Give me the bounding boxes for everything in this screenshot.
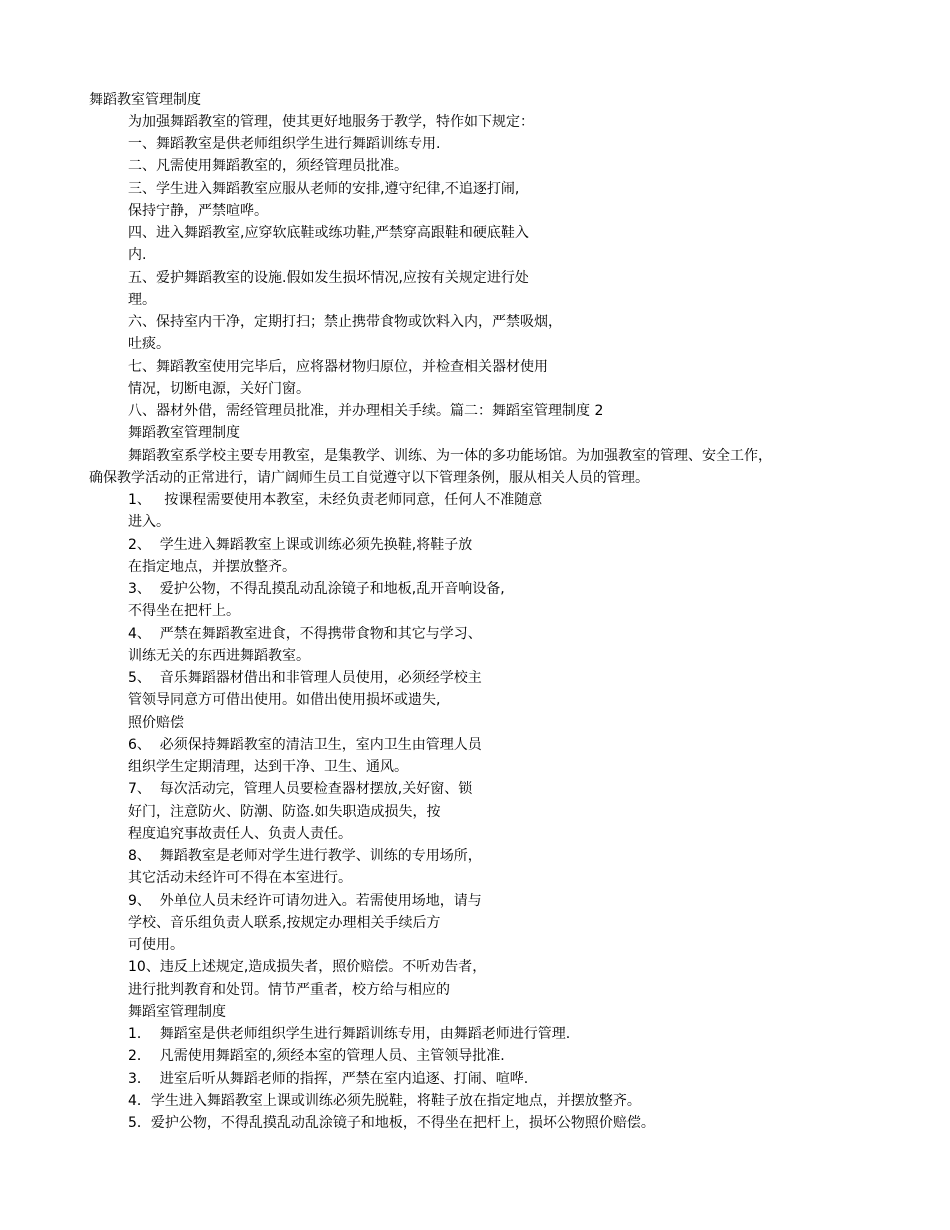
rule-line: 四、进入舞蹈教室,应穿软底鞋或练功鞋,严禁穿高跟鞋和硬底鞋入 bbox=[128, 225, 529, 241]
rule-line: 管领导同意方可借出使用。如借出使用损坏或遗失, bbox=[128, 692, 441, 708]
rule-line: 10、违反上述规定,造成损失者，照价赔偿。不听劝告者， bbox=[128, 959, 487, 975]
rule-line: 五、爱护舞蹈教室的设施.假如发生损坏情况,应按有关规定进行处 bbox=[128, 270, 529, 286]
rule-line: 2． 凡需使用舞蹈室的,须经本室的管理人员、主管领导批准. bbox=[128, 1048, 505, 1064]
document-title: 舞蹈教室管理制度 bbox=[89, 92, 201, 108]
rule-line: 4、 严禁在舞蹈教室进食，不得携带食物和其它与学习、 bbox=[128, 626, 482, 642]
rule-line: 1． 舞蹈室是供老师组织学生进行舞蹈训练专用，由舞蹈老师进行管理. bbox=[128, 1026, 571, 1042]
rule-line: 8、 舞蹈教室是老师对学生进行教学、训练的专用场所， bbox=[128, 848, 482, 864]
rule-line: 二、凡需使用舞蹈教室的，须经管理员批准。 bbox=[128, 158, 408, 174]
rule-line: 1、 按课程需要使用本教室，未经负责老师同意，任何人不准随意 bbox=[128, 492, 543, 508]
rule-line: 6、 必须保持舞蹈教室的清洁卫生，室内卫生由管理人员 bbox=[128, 737, 482, 753]
rule-line: 进入。 bbox=[128, 514, 170, 530]
rule-line: 六、保持室内干净，定期打扫；禁止携带食物或饮料入内，严禁吸烟， bbox=[128, 314, 562, 330]
rule-line: 照价赔偿 bbox=[128, 715, 184, 731]
intro-paragraph: 为加强舞蹈教室的管理，使其更好地服务于教学，特作如下规定： bbox=[128, 114, 534, 130]
rule-line: 其它活动未经许可不得在本室进行。 bbox=[128, 870, 352, 886]
rule-line: 内. bbox=[128, 247, 147, 263]
rule-line: 9、 外单位人员未经许可请勿进入。若需使用场地，请与 bbox=[128, 893, 482, 909]
rule-line: 5．爱护公物，不得乱摸乱动乱涂镜子和地板，不得坐在把杆上，损坏公物照价赔偿。 bbox=[128, 1115, 655, 1131]
rule-line: 好门，注意防火、防潮、防盗.如失职造成损失，按 bbox=[128, 804, 441, 820]
section-intro: 舞蹈教室系学校主要专用教室，是集教学、训练、为一体的多功能场馆。为加强教室的管理、安全工作， bbox=[128, 448, 772, 464]
rule-line: 程度追究事故责任人、负责人责任。 bbox=[128, 826, 352, 842]
rule-line: 八、器材外借，需经管理员批准，并办理相关手续。篇二：舞蹈室管理制度 2 bbox=[128, 403, 604, 419]
rule-line: 情况，切断电源，关好门窗。 bbox=[128, 381, 310, 397]
rule-line: 三、学生进入舞蹈教室应服从老师的安排,遵守纪律,不追逐打闹, bbox=[128, 181, 520, 197]
rule-line: 在指定地点，并摆放整齐。 bbox=[128, 559, 296, 575]
rule-line: 7、 每次活动完，管理人员要检查器材摆放,关好窗、锁 bbox=[128, 781, 473, 797]
rule-line: 4．学生进入舞蹈教室上课或训练必须先脱鞋，将鞋子放在指定地点，并摆放整齐。 bbox=[128, 1093, 641, 1109]
rule-line: 保持宁静，严禁喧哗。 bbox=[128, 203, 268, 219]
rule-line: 学校、音乐组负责人联系,按规定办理相关手续后方 bbox=[128, 915, 441, 931]
section-title: 舞蹈教室管理制度 bbox=[128, 425, 240, 441]
rule-line: 3、 爱护公物，不得乱摸乱动乱涂镜子和地板,乱开音响设备, bbox=[128, 581, 505, 597]
rule-line: 吐痰。 bbox=[128, 336, 170, 352]
rule-line: 理。 bbox=[128, 292, 156, 308]
rule-line: 2、 学生进入舞蹈教室上课或训练必须先换鞋,将鞋子放 bbox=[128, 537, 473, 553]
rule-line: 训练无关的东西进舞蹈教室。 bbox=[128, 648, 310, 664]
rule-line: 可使用。 bbox=[128, 937, 184, 953]
rule-line: 组织学生定期清理，达到干净、卫生、通风。 bbox=[128, 759, 408, 775]
rule-line: 3． 进室后听从舞蹈老师的指挥，严禁在室内追逐、打闹、喧哗. bbox=[128, 1071, 529, 1087]
rule-line: 不得坐在把杆上。 bbox=[128, 603, 240, 619]
rule-line: 5、 音乐舞蹈器材借出和非管理人员使用，必须经学校主 bbox=[128, 670, 482, 686]
rule-line: 进行批判教育和处罚。情节严重者，校方给与相应的 bbox=[128, 982, 450, 998]
section-title: 舞蹈室管理制度 bbox=[128, 1004, 226, 1020]
rule-line: 一、舞蹈教室是供老师组织学生进行舞蹈训练专用. bbox=[128, 136, 441, 152]
section-intro: 确保教学活动的正常进行，请广阔师生员工自觉遵守以下管理条例，服从相关人员的管理。 bbox=[89, 470, 649, 486]
rule-line: 七、舞蹈教室使用完毕后，应将器材物归原位，并检查相关器材使用 bbox=[128, 359, 548, 375]
